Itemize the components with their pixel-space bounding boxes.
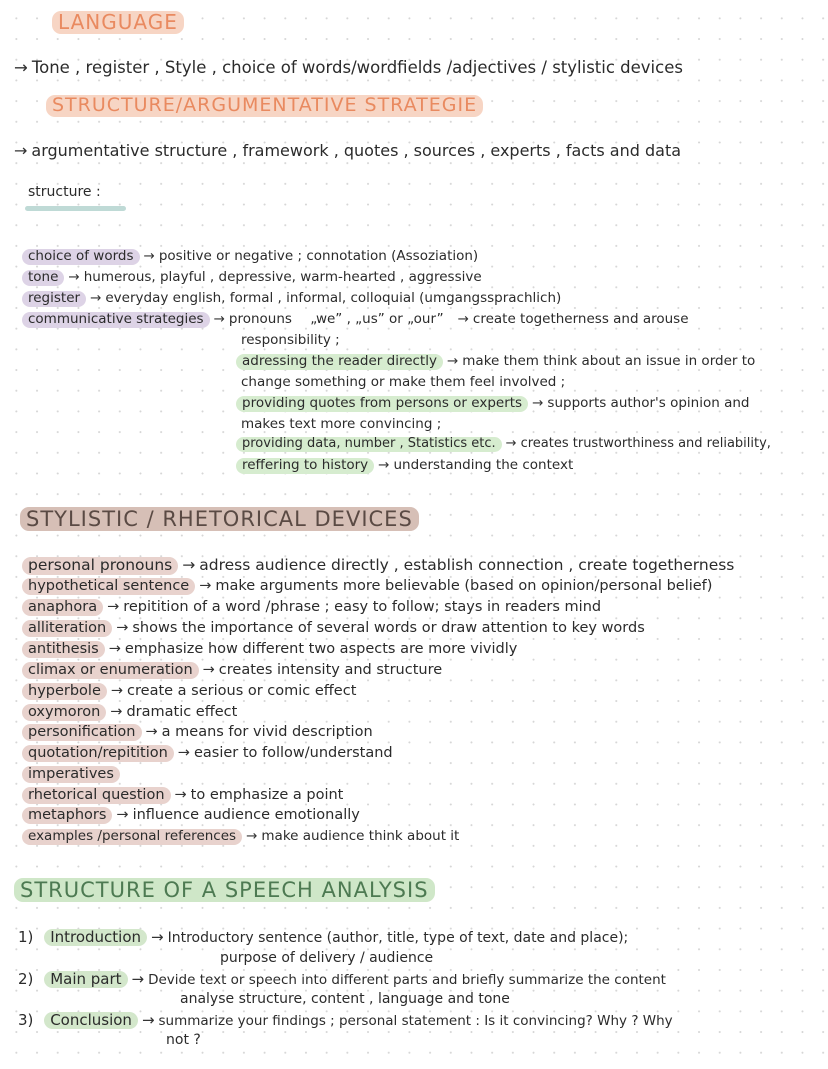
arrow-icon: → xyxy=(68,269,80,285)
stylistic-desc: create a serious or comic effect xyxy=(127,683,357,699)
arrow-icon: → xyxy=(131,970,145,988)
speech-item-introduction xyxy=(18,928,628,946)
arrow-icon: → xyxy=(505,436,517,451)
heading-language-text: LANGUAGE xyxy=(52,11,184,34)
arrow-icon: → xyxy=(151,928,164,946)
structure-label: structure : xyxy=(28,184,101,200)
arrow-icon: → xyxy=(90,290,102,306)
stylistic-item xyxy=(22,618,645,639)
heading-stylistic xyxy=(20,507,419,531)
cs-we-us-our: „we” , „us” or „our” xyxy=(310,311,444,327)
cs-history: reffering to history xyxy=(236,458,374,474)
term-communicative-strategies: communicative strategies xyxy=(22,312,210,328)
cs-pronouns-desc: create togetherness and arouse xyxy=(472,311,689,327)
cs-adressing-line xyxy=(236,351,755,372)
stylistic-term: oxymoron xyxy=(22,704,106,721)
stylistic-desc: to emphasize a point xyxy=(190,787,344,803)
language-item-register xyxy=(22,288,561,309)
cs-adressing-desc: make them think about an issue in order to xyxy=(462,353,756,369)
cs-quotes: providing quotes from persons or experts xyxy=(236,396,528,412)
arrow-icon: → xyxy=(110,683,124,699)
stylistic-item xyxy=(22,722,373,743)
term-register: register xyxy=(22,291,86,307)
stylistic-item xyxy=(22,764,120,785)
cs-data: providing data, number , Statistics etc. xyxy=(236,437,502,452)
language-item-communicative xyxy=(22,309,689,330)
stylistic-term: anaphora xyxy=(22,599,103,616)
arrow-icon: → xyxy=(110,704,123,720)
stylistic-term: hypothetical sentence xyxy=(22,578,195,595)
arrow-icon: → xyxy=(182,556,196,574)
stylistic-desc: adress audience directly , establish connection , create togetherness xyxy=(199,556,735,574)
speech-term: Main part xyxy=(44,971,127,988)
stylistic-desc: creates intensity and structure xyxy=(218,662,443,678)
cs-quotes-line xyxy=(236,393,749,414)
arrow-icon: → xyxy=(145,724,158,740)
speech-desc2: not ? xyxy=(166,1032,201,1048)
stylistic-desc: make arguments more believable (based on opinion/personal belief) xyxy=(215,578,713,594)
arrow-icon: → xyxy=(143,248,155,264)
stylistic-desc: make audience think about it xyxy=(261,828,460,844)
term-tone: tone xyxy=(22,270,64,286)
speech-desc2: purpose of delivery / audience xyxy=(220,950,434,966)
arrow-icon: → xyxy=(116,620,129,636)
stylistic-term: imperatives xyxy=(22,766,120,783)
heading-stylistic-text: STYLISTIC / RHETORICAL DEVICES xyxy=(20,507,419,531)
arrow-icon: → xyxy=(14,141,28,160)
arrow-icon: → xyxy=(108,641,121,657)
stylistic-desc: easier to follow/understand xyxy=(193,745,393,761)
arrow-icon: → xyxy=(246,828,258,844)
arrow-icon: → xyxy=(378,457,390,473)
desc-register: everyday english, formal , informal, colloquial (umgangssprachlich) xyxy=(105,290,562,306)
stylistic-item xyxy=(22,639,517,660)
language-item-choice xyxy=(22,246,478,267)
stylistic-item xyxy=(22,785,343,806)
stylistic-term: alliteration xyxy=(22,620,112,637)
stylistic-item xyxy=(22,576,712,597)
stylistic-term: examples /personal references xyxy=(22,829,242,845)
arrow-icon: → xyxy=(107,599,120,615)
speech-desc: summarize your findings ; personal statement : Is it convincing? Why ? Why xyxy=(158,1013,673,1029)
stylistic-item xyxy=(22,743,393,764)
stylistic-desc: emphasize how different two aspects are more vividly xyxy=(124,641,518,657)
arrow-icon: → xyxy=(116,807,129,823)
heading-structure-strategy xyxy=(46,95,483,117)
stylistic-item xyxy=(22,597,601,618)
cs-data-desc: creates trustworthiness and reliability, xyxy=(520,436,771,451)
arrow-icon: → xyxy=(177,745,190,761)
cs-history-line xyxy=(236,455,573,476)
stylistic-item xyxy=(22,555,734,576)
structure-strategy-line xyxy=(10,141,681,160)
speech-desc2: analyse structure, content , language and tone xyxy=(180,991,510,1007)
cs-quotes-desc: supports author's opinion and xyxy=(547,395,750,411)
arrow-icon: → xyxy=(202,662,215,678)
speech-term: Introduction xyxy=(44,929,147,946)
stylistic-item xyxy=(22,805,360,826)
arrow-icon: → xyxy=(174,787,187,803)
stylistic-term: quotation/repitition xyxy=(22,745,174,762)
desc-choice-of-words: positive or negative ; connotation (Assoziation) xyxy=(158,248,479,264)
stylistic-desc: repitition of a word /phrase ; easy to follow; stays in readers mind xyxy=(123,599,602,615)
speech-num: 3) xyxy=(18,1011,34,1029)
term-choice-of-words: choice of words xyxy=(22,249,140,265)
arrow-icon: → xyxy=(446,353,459,369)
language-line xyxy=(10,58,683,77)
arrow-icon: → xyxy=(199,578,212,594)
cs-adressing: adressing the reader directly xyxy=(236,354,443,370)
heading-speech-text: STRUCTURE OF A SPEECH ANALYSIS xyxy=(14,878,435,902)
language-item-tone xyxy=(22,267,482,288)
stylistic-term: rhetorical question xyxy=(22,787,171,804)
stylistic-item xyxy=(22,702,237,723)
heading-speech xyxy=(14,878,435,902)
structure-underline xyxy=(25,206,126,211)
stylistic-term: personal pronouns xyxy=(22,557,178,575)
cs-adressing-desc2: change something or make them feel involved ; xyxy=(241,374,566,390)
speech-num: 2) xyxy=(18,970,34,988)
stylistic-term: climax or enumeration xyxy=(22,662,199,679)
speech-term: Conclusion xyxy=(44,1012,138,1029)
cs-data-line xyxy=(236,434,771,455)
arrow-icon: → xyxy=(532,395,544,411)
cs-history-desc: understanding the context xyxy=(393,457,574,473)
stylistic-desc: influence audience emotionally xyxy=(132,807,360,823)
desc-tone: humerous, playful , depressive, warm-hearted , aggressive xyxy=(83,269,482,285)
speech-desc: Introductory sentence (author, title, type of text, date and place); xyxy=(167,930,629,946)
cs-pronouns: pronouns xyxy=(228,311,292,327)
stylistic-item xyxy=(22,660,442,681)
speech-desc: Devide text or speech into different parts and briefly summarize the content xyxy=(148,972,666,988)
stylistic-term: personification xyxy=(22,724,142,741)
stylistic-desc: shows the importance of several words or draw attention to key words xyxy=(132,620,645,636)
arrow-icon: → xyxy=(14,58,28,77)
stylistic-desc: dramatic effect xyxy=(126,704,238,720)
structure-strategy-line-text: argumentative structure , framework , quotes , sources , experts , facts and data xyxy=(31,141,682,160)
heading-structure-strategy-text: STRUCTURE/ARGUMENTATIVE STRATEGIE xyxy=(46,95,483,117)
speech-item-conclusion xyxy=(18,1011,673,1029)
language-line-text: Tone , register , Style , choice of words/wordfields /adjectives / stylistic devices xyxy=(31,58,683,77)
stylistic-item xyxy=(22,826,459,847)
stylistic-item xyxy=(22,681,356,702)
arrow-icon: → xyxy=(141,1011,155,1029)
heading-language xyxy=(52,11,184,34)
cs-pronouns-desc2: responsibility ; xyxy=(241,332,340,348)
stylistic-term: antithesis xyxy=(22,641,105,658)
arrow-icon: → xyxy=(457,311,469,327)
cs-quotes-desc2: makes text more convincing ; xyxy=(241,416,442,432)
stylistic-desc: a means for vivid description xyxy=(161,724,373,740)
speech-item-main xyxy=(18,970,666,988)
arrow-icon: → xyxy=(213,311,225,327)
stylistic-term: hyperbole xyxy=(22,683,107,700)
stylistic-term: metaphors xyxy=(22,807,112,824)
speech-num: 1) xyxy=(18,928,34,946)
